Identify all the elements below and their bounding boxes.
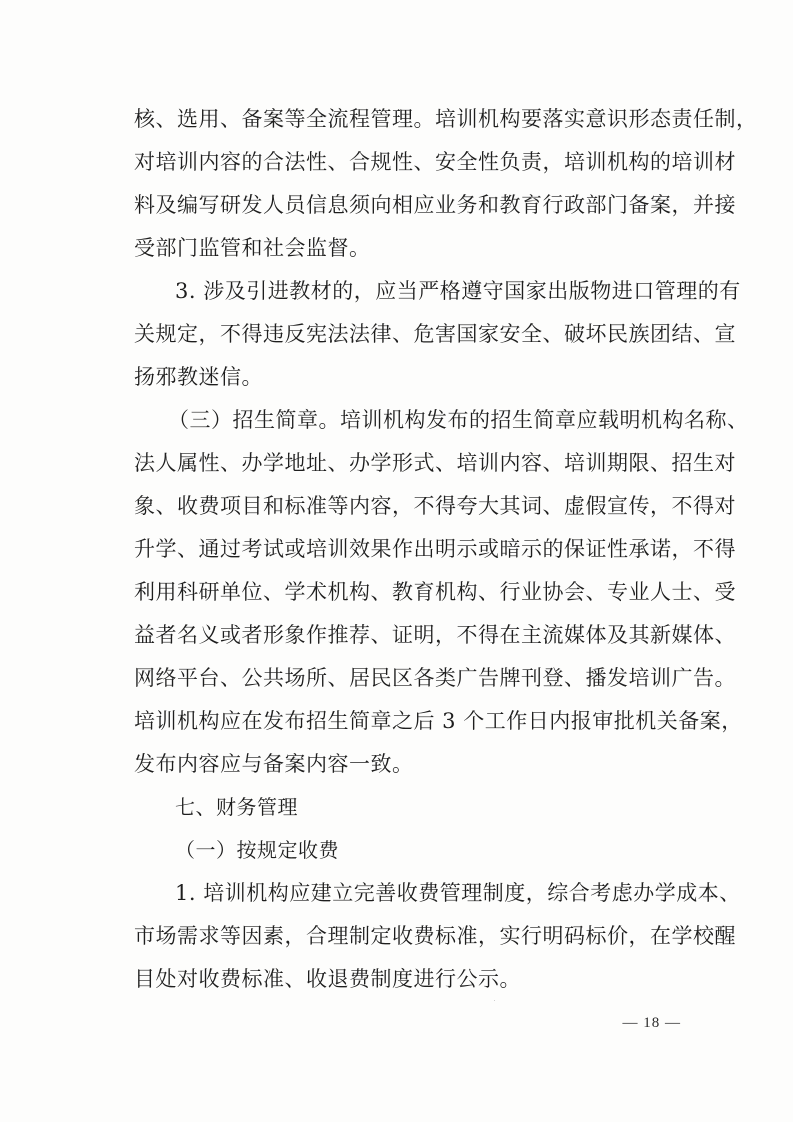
text-line: 利用科研单位、学术机构、教育机构、行业协会、专业人士、受 [134, 580, 736, 604]
text-line: 关规定，不得违反宪法法律、危害国家安全、破坏民族团结、宣 [134, 322, 736, 346]
text-line: 核、选用、备案等全流程管理。培训机构要落实意识形态责任制， [134, 107, 758, 131]
text-line: 发布内容应与备案内容一致。 [134, 752, 414, 776]
paragraph-3 [168, 399, 749, 442]
text-line: 1. 培训机构应建立完善收费管理制度，综合考虑办学成本、 [175, 881, 741, 905]
subsection-heading-fees [175, 829, 690, 872]
text-line: 料及编写研发人员信息须向相应业务和教育行政部门备案，并接 [134, 193, 736, 217]
paragraph-1 [134, 98, 758, 270]
paragraph-2 [175, 270, 741, 313]
document-body [134, 98, 758, 1001]
text-line: 目处对收费标准、收退费制度进行公示。 [134, 967, 521, 991]
scan-speck [494, 1000, 495, 1001]
text-line: 3. 涉及引进教材的，应当严格遵守国家出版物进口管理的有 [175, 279, 741, 303]
page-number: — 18 — [622, 1015, 681, 1031]
text-line: 扬邪教迷信。 [134, 365, 263, 389]
text-line: 象、收费项目和标准等内容，不得夸大其词、虚假宣传，不得对 [134, 494, 736, 518]
text-line: 受部门监管和社会监督。 [134, 236, 371, 260]
paragraph-4-cont [134, 915, 736, 1001]
paragraph-2-cont [134, 313, 736, 399]
subsection-heading: （一）按规定收费 [175, 838, 339, 862]
text-line: （三）招生简章。培训机构发布的招生简章应载明机构名称、 [168, 408, 749, 432]
section-heading-finance [175, 786, 690, 829]
text-line: 升学、通过考试或培训效果作出明示或暗示的保证性承诺，不得 [134, 537, 736, 561]
text-line: 市场需求等因素，合理制定收费标准，实行明码标价，在学校醒 [134, 924, 736, 948]
text-line: 法人属性、办学地址、办学形式、培训内容、培训期限、招生对 [134, 451, 736, 475]
section-heading: 七、财务管理 [175, 795, 298, 819]
text-line: 网络平台、公共场所、居民区各类广告牌刊登、播发培训广告。 [134, 666, 736, 690]
paragraph-4 [175, 872, 741, 915]
paragraph-3-cont [134, 442, 743, 786]
text-line: 对培训内容的合法性、合规性、安全性负责，培训机构的培训材 [134, 150, 736, 174]
text-line: 培训机构应在发布招生简章之后 3 个工作日内报审批机关备案， [134, 709, 743, 733]
text-line: 益者名义或者形象作推荐、证明，不得在主流媒体及其新媒体、 [134, 623, 736, 647]
